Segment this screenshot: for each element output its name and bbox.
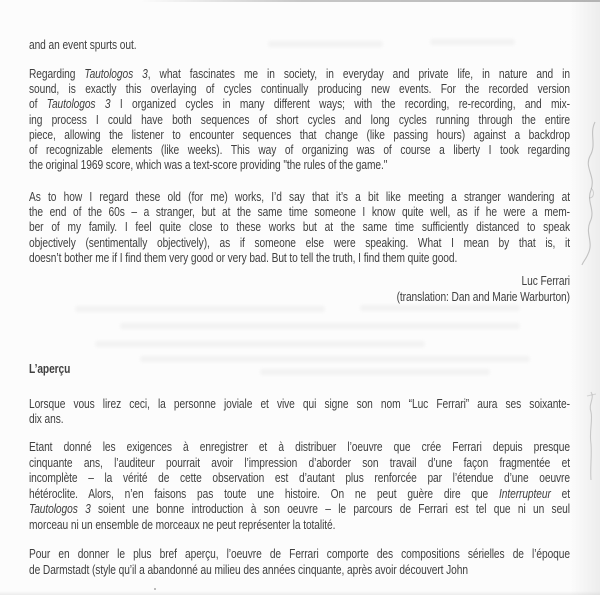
text-line: ber of my family. I feel quite close to these works but at the same time sufficiently distanced to speak: [29, 219, 570, 235]
text-line: incomplète – la vérité de cette observation est d’autant plus renforcée par l’étendue d’une oeuvre: [29, 470, 570, 485]
text-line: doesn’t bother me if I find them very good or very bad. But to tell the truth, I find them quite good.: [29, 249, 458, 265]
translation-credit: (translation: Dan and Marie Warburton): [396, 288, 570, 304]
ghost-showthrough: [360, 305, 520, 311]
text-segment: Regarding: [29, 66, 85, 81]
paragraph-french-2: [29, 439, 570, 532]
text-segment: , what fascinates me in society, in everyday and private life, in nature and in: [147, 66, 570, 81]
text-line: [29, 96, 570, 111]
ghost-showthrough: [75, 306, 325, 312]
opening-line: [29, 37, 570, 52]
text-line: As to how I regard these old (for me) works, I’d say that it’s a bit like meeting a stranger wandering at: [29, 189, 570, 204]
text-line: dix ans.: [29, 411, 64, 427]
text-line: Pour en donner le plus bref aperçu, l’oeuvre de Ferrari comporte des compositions sérielles de l’époque: [29, 546, 570, 561]
text-line: [29, 486, 570, 502]
work-title-italic: Tautologos 3: [84, 66, 148, 81]
text-line: and an event spurts out.: [29, 37, 137, 52]
text-line: Lorsque vous lirez ceci, la personne joviale et vive qui signe son nom “Luc Ferrari” aura ses soixante-: [29, 396, 570, 411]
text-line: of recognizable elements (like weeks). This way of organizing was of course a liberty I took regarding: [29, 142, 570, 158]
text-segment: of: [29, 96, 47, 112]
scan-artifact-hair-2: [582, 388, 600, 488]
text-line: sound, is exactly this overlaying of cycles continually producing new events. For the recorded version: [29, 81, 570, 97]
scan-artifact-hair-1: [578, 118, 600, 268]
text-segment: et: [550, 485, 570, 501]
signature-block: [29, 273, 570, 304]
text-line: [29, 66, 570, 81]
scan-artifact-top-edge: [140, 0, 600, 2]
text-segment: hétéroclite. Alors, n’en faisons pas toute une histoire. On ne peut guère dire que: [29, 485, 500, 501]
work-title-italic: Tautologos 3: [46, 96, 111, 112]
text-line: [29, 501, 570, 517]
ghost-showthrough: [260, 369, 490, 375]
paragraph-french-3: [29, 546, 570, 577]
section-heading: L’aperçu: [29, 361, 71, 376]
text-line: Etant donné les exigences à enregistrer et à distribuer l’oeuvre que crée Ferrari depuis presque: [29, 439, 570, 454]
ghost-showthrough: [120, 323, 520, 329]
text-line: morceau ni un ensemble de morceaux ne peut représenter la totalité.: [29, 516, 336, 532]
paragraph-french-1: [29, 396, 570, 427]
ghost-showthrough: [140, 356, 530, 362]
text-line: the original 1969 score, which was a text-score providing "the rules of the game.": [29, 157, 388, 173]
text-line: piece, allowing the listener to encounter sequences that change (like passing hours) against a backdrop: [29, 126, 570, 142]
text-line: de Darmstadt (style qu’il a abandonné au milieu des années cinquante, après avoir découvert John: [29, 561, 468, 577]
scan-artifact-dot: [154, 588, 156, 590]
text-segment: soient une bonne introduction à son oeuvre – le parcours de Ferrari est tel que ni un seul: [90, 501, 570, 516]
work-title-italic: Interrupteur: [499, 485, 551, 501]
author-name: Luc Ferrari: [521, 273, 570, 288]
ghost-showthrough: [95, 341, 425, 347]
text-line: the end of the 60s – a stranger, but at the same time someone I know quite well, as if he were a mem-: [29, 204, 570, 220]
paragraph-english-2: [29, 189, 570, 265]
text-line: objectively (sentimentally objectively), as if someone else were speaking. What I mean by that is, it: [29, 234, 570, 250]
work-title-italic: Tautologos 3: [29, 501, 91, 516]
text-line: cinquante ans, l’auditeur pourrait avoir l’impression d’aborder son travail d’une façon fragmentée et: [29, 454, 570, 470]
page-bottom-shading: [0, 591, 600, 595]
paragraph-english-1: [29, 66, 570, 172]
page-edge-shading: [570, 0, 600, 595]
text-segment: I organized cycles in many different ways; with the recording, re-recording, and mix-: [110, 96, 570, 112]
text-line: ing process I could have both sequences of short cycles and long cycles running through the entire: [29, 111, 570, 127]
